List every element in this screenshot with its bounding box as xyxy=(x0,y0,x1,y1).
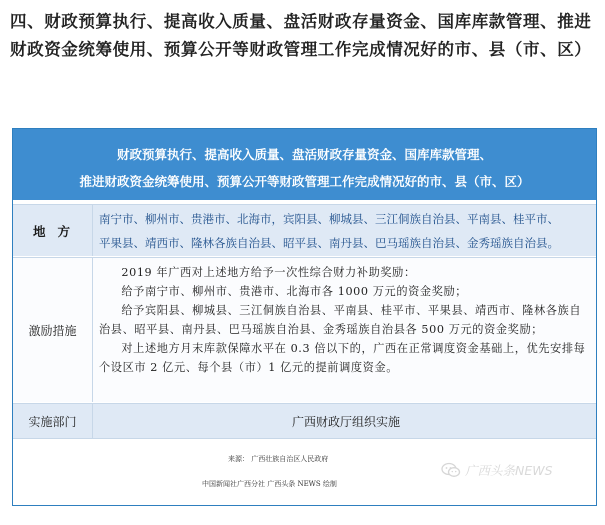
measures-paragraph-2: 给予南宁市、柳州市、贵港市、北海市各 1000 万元的资金奖励； xyxy=(121,285,468,298)
measures-paragraph-3: 给予宾阳县、柳城县、三江侗族自治县、平南县、桂平市、平果县、靖西市、隆林各族自治县、昭平县、南丹县、巴马瑶族自治县、金秀瑶族自治县各 500 万元的资金奖励； xyxy=(99,304,582,336)
measures-value xyxy=(99,258,593,402)
page-title: 四、财政预算执行、提高收入质量、盘活财政存量资金、国库库款管理、推进财政资金统筹使用、预算公开等财政管理工作完成情况好的市、县（市、区） xyxy=(10,12,592,59)
banner-line-2: 推进财政资金统筹使用、预算公开等财政管理工作完成情况好的市、县（市、区） xyxy=(79,174,530,189)
places-value xyxy=(99,205,593,256)
wechat-icon xyxy=(441,462,461,478)
dept-value: 广西财政厅组织实施 xyxy=(291,415,400,429)
policy-card xyxy=(12,128,597,506)
measures-row xyxy=(13,257,596,402)
card-footer xyxy=(13,447,596,505)
source-line: 来源： 广西壮族自治区人民政府 xyxy=(228,455,329,463)
places-line-1: 南宁市、柳州市、贵港市、北海市，宾阳县、柳城县、三江侗族自治县、平南县、桂平市、 xyxy=(99,212,559,226)
watermark xyxy=(441,461,553,479)
places-row xyxy=(13,204,596,256)
places-line-2: 平果县、靖西市、隆林各族自治县、昭平县、南丹县、巴马瑶族自治县、金秀瑶族自治县。 xyxy=(99,236,559,250)
measures-paragraph-4: 对上述地方月末库款保障水平在 0.3 倍以下的，广西在正常调度资金基础上，优先安排每个设区市 2 亿元、每个县（市）1 亿元的提前调度资金。 xyxy=(99,342,586,374)
measures-paragraph-1: 2019 年广西对上述地方给予一次性综合财力补助奖励： xyxy=(121,266,416,279)
measures-label: 激励措施 xyxy=(13,258,93,402)
card-banner xyxy=(13,129,596,200)
dept-label: 实施部门 xyxy=(13,404,93,438)
places-label: 地方 xyxy=(13,205,93,256)
dept-row xyxy=(13,403,596,439)
credit-line: 中国新闻社广西分社 广西头条 NEWS 绘制 xyxy=(202,480,337,488)
watermark-text: 广西头条NEWS xyxy=(465,463,553,478)
banner-line-1: 财政预算执行、提高收入质量、盘活财政存量资金、国库库款管理、 xyxy=(116,147,492,162)
